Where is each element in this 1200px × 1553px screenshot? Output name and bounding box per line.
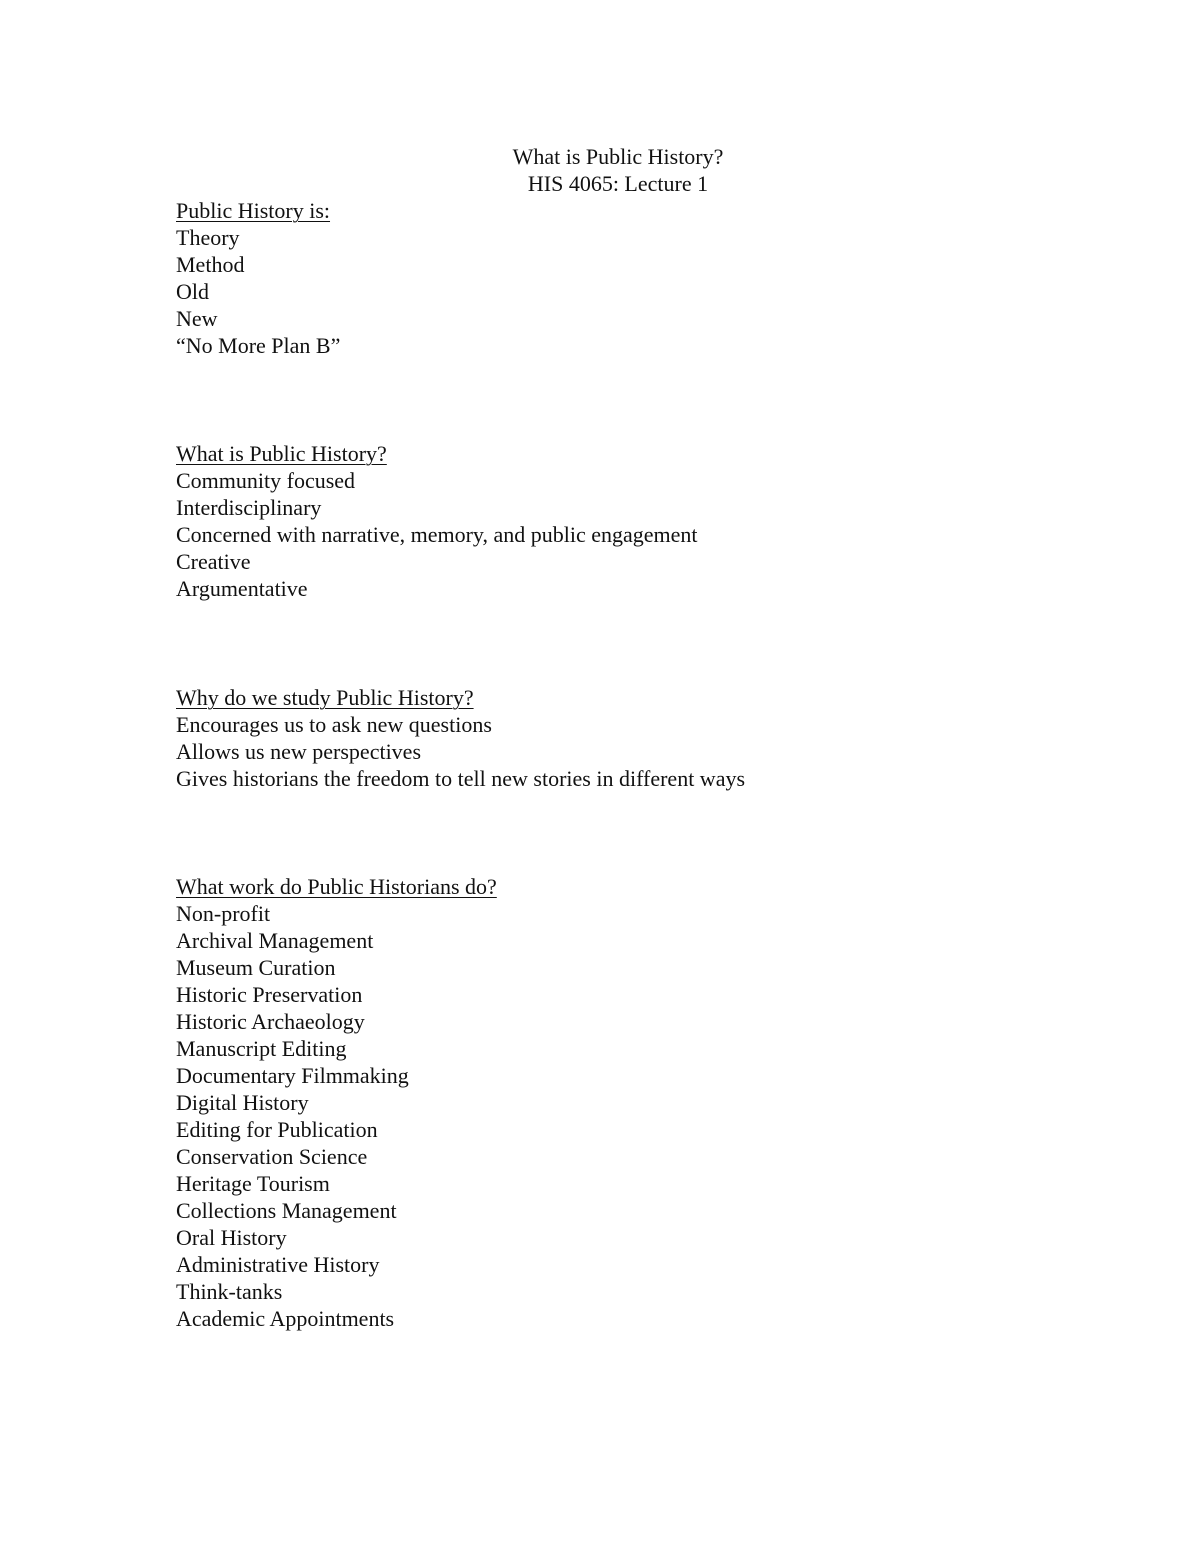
list-item: Think-tanks [176, 1279, 283, 1304]
section-why-study-public-history [176, 684, 1076, 792]
list-item: Editing for Publication [176, 1117, 378, 1142]
list-item: Oral History [176, 1225, 287, 1250]
section-heading: Public History is: [176, 198, 331, 223]
list-item: Method [176, 252, 245, 277]
section-public-history-is [176, 197, 1076, 359]
document-title: What is Public History? [512, 144, 724, 169]
list-item: New [176, 306, 218, 331]
section-public-historian-work [176, 873, 1076, 1332]
list-item: Creative [176, 549, 251, 574]
list-item: “No More Plan B” [176, 333, 341, 358]
list-item: Encourages us to ask new questions [176, 712, 492, 737]
list-item: Academic Appointments [176, 1306, 395, 1331]
list-item: Community focused [176, 468, 356, 493]
list-item: Argumentative [176, 576, 308, 601]
list-item: Heritage Tourism [176, 1171, 330, 1196]
document-subtitle: HIS 4065: Lecture 1 [527, 171, 709, 196]
list-item: Historic Preservation [176, 982, 363, 1007]
list-item: Old [176, 279, 209, 304]
list-item: Archival Management [176, 928, 374, 953]
list-item: Collections Management [176, 1198, 397, 1223]
section-heading: What is Public History? [176, 441, 387, 466]
section-heading: Why do we study Public History? [176, 685, 474, 710]
list-item: Allows us new perspectives [176, 739, 422, 764]
list-item: Museum Curation [176, 955, 336, 980]
list-item: Conservation Science [176, 1144, 368, 1169]
list-item: Documentary Filmmaking [176, 1063, 409, 1088]
list-item: Theory [176, 225, 240, 250]
section-what-is-public-history [176, 440, 1076, 602]
list-item: Manuscript Editing [176, 1036, 347, 1061]
list-item: Gives historians the freedom to tell new stories in different ways [176, 766, 746, 791]
list-item: Interdisciplinary [176, 495, 322, 520]
list-item: Digital History [176, 1090, 309, 1115]
list-item: Administrative History [176, 1252, 380, 1277]
section-heading: What work do Public Historians do? [176, 874, 497, 899]
list-item: Non-profit [176, 901, 271, 926]
document-header [0, 143, 1200, 197]
list-item: Concerned with narrative, memory, and public engagement [176, 522, 698, 547]
list-item: Historic Archaeology [176, 1009, 365, 1034]
